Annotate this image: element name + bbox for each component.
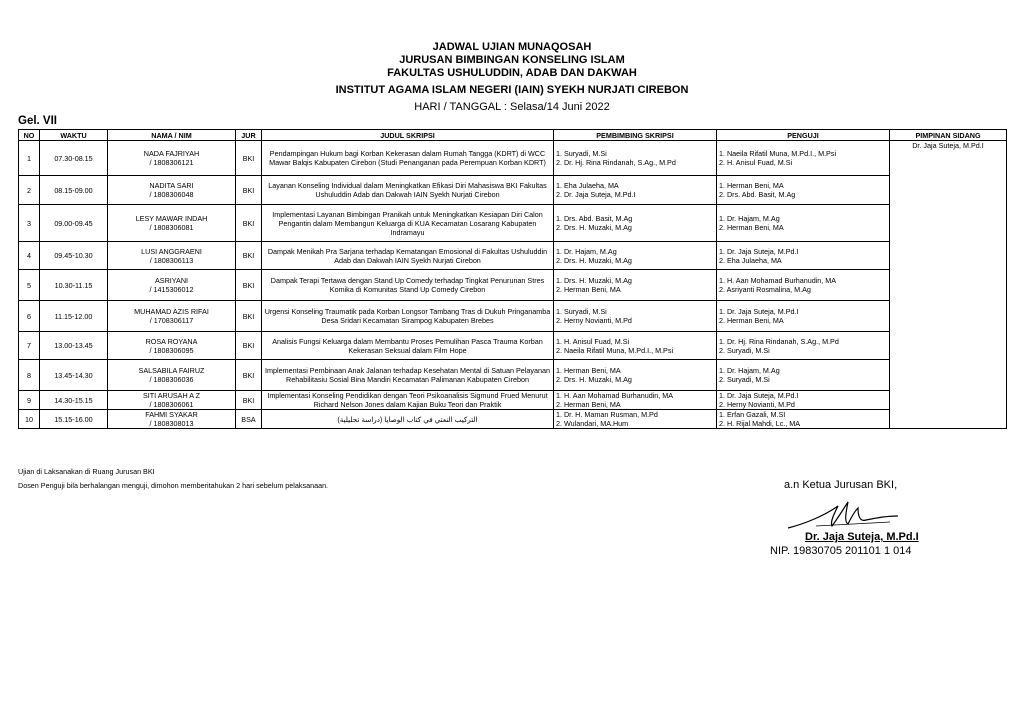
cell-judul: Pendampingan Hukum bagi Korban Kekerasan dalam Rumah Tangga (KDRT) di WCC Mawar Balqis Kabupaten Cirebon (Studi Penanganan pada Perempuan Korban KDRT) — [262, 141, 554, 176]
student-nim: / 1808306036 — [149, 375, 194, 384]
examiner-name: 2. Herman Beni, MA — [719, 223, 784, 232]
cell-penguji — [717, 205, 890, 242]
examiner-name: 1. Dr. Jaja Suteja, M.Pd.I — [719, 246, 799, 256]
cell-waktu: 10.30-11.15 — [40, 270, 108, 301]
table-row — [19, 176, 1007, 205]
cell-penguji — [717, 301, 890, 332]
cell-jur: BKI — [236, 332, 262, 360]
supervisor-name: 2. Herman Beni, MA — [556, 285, 621, 294]
col-header-nama: NAMA / NIM — [108, 130, 236, 141]
student-nim: / 1415306012 — [149, 285, 194, 294]
supervisor-name: 2. Dr. Hj. Rina Rindanah, S.Ag., M.Pd — [556, 158, 676, 167]
cell-penguji — [717, 360, 890, 391]
table-row — [19, 360, 1007, 391]
cell-pembimbing — [554, 205, 717, 242]
student-nim: / 1808306048 — [149, 190, 194, 199]
signature-name: Dr. Jaja Suteja, M.Pd.I — [805, 531, 919, 543]
student-nim: / 1808306081 — [149, 223, 194, 232]
cell-judul: Implementasi Pembinaan Anak Jalanan terhadap Kesehatan Mental di Satuan Pelayanan Rehabilitasiu Sosial Bina Mandiri Kecamatan Palimanan Kabupaten Cirebon — [262, 360, 554, 391]
cell-nama-nim — [108, 242, 236, 270]
cell-penguji — [717, 270, 890, 301]
cell-waktu: 13.00-13.45 — [40, 332, 108, 360]
supervisor-name: 2. Herman Beni, MA — [556, 400, 621, 409]
examiner-name: 2. Suryadi, M.Si — [719, 345, 770, 355]
cell-no: 2 — [19, 176, 40, 205]
supervisor-name: 1. Eha Julaeha, MA — [556, 181, 619, 190]
table-row — [19, 141, 1007, 176]
supervisor-name: 1. Dr. Hajam, M.Ag — [556, 246, 617, 256]
cell-penguji — [717, 410, 890, 429]
examiner-name: 2. H. Anisul Fuad, M.Si — [719, 158, 793, 167]
cell-pembimbing — [554, 360, 717, 391]
col-header-no: NO — [19, 130, 40, 141]
cell-judul: Implementasi Konseling Pendidikan dengan Teori Psikoanalisis Sigmund Frued Menurut Richard Nelson Jones dalam Kajian Buku Teori dan Praktik — [262, 391, 554, 410]
examiner-name: 2. Herman Beni, MA — [719, 316, 784, 325]
examiner-name: 1. Dr. Jaja Suteja, M.Pd.I — [719, 307, 799, 316]
student-name: LUSI ANGGRAENI — [141, 246, 202, 256]
cell-pembimbing — [554, 242, 717, 270]
supervisor-name: 1. Herman Beni, MA — [556, 366, 621, 375]
cell-jur: BKI — [236, 301, 262, 332]
cell-no: 3 — [19, 205, 40, 242]
title-line-4: INSTITUT AGAMA ISLAM NEGERI (IAIN) SYEKH NURJATI CIREBON — [335, 84, 689, 96]
student-nim: / 1708306117 — [149, 316, 194, 325]
supervisor-name: 2. Drs. H. Muzaki, M.Ag — [556, 223, 632, 232]
examiner-name: 2. Eha Julaeha, MA — [719, 255, 782, 265]
col-header-waktu: WAKTU — [40, 130, 108, 141]
cell-jur: BKI — [236, 270, 262, 301]
title-line-3: FAKULTAS USHULUDDIN, ADAB DAN DAKWAH — [387, 67, 637, 79]
cell-waktu: 13.45-14.30 — [40, 360, 108, 391]
col-header-pembimbing: PEMBIMBING SKRIPSI — [554, 130, 717, 141]
col-header-judul: JUDUL SKRIPSI — [262, 130, 554, 141]
cell-no: 1 — [19, 141, 40, 176]
examiner-name: 2. H. Rijal Mahdi, Lc., MA — [719, 419, 801, 428]
date-line: HARI / TANGGAL : Selasa/14 Juni 2022 — [414, 101, 610, 113]
cell-pembimbing — [554, 141, 717, 176]
cell-no: 10 — [19, 410, 40, 429]
cell-no: 4 — [19, 242, 40, 270]
cell-waktu: 14.30-15.15 — [40, 391, 108, 410]
student-name: NADITA SARI — [149, 181, 194, 190]
student-name: ASRIYANI — [154, 276, 189, 285]
examiner-name: 1. Dr. Hj. Rina Rindanah, S.Ag., M.Pd — [719, 336, 839, 346]
cell-pembimbing — [554, 270, 717, 301]
footer-note-room: Ujian di Laksanakan di Ruang Jurusan BKI — [18, 467, 155, 476]
examiner-name: 2. Asriyanti Rosmalina, M.Ag — [719, 285, 811, 294]
examiner-name: 2. Herny Novianti, M.Pd — [719, 400, 795, 409]
cell-nama-nim — [108, 391, 236, 410]
col-header-jur: JUR — [236, 130, 262, 141]
cell-waktu: 07.30-08.15 — [40, 141, 108, 176]
signature-title: a.n Ketua Jurusan BKI, — [784, 479, 898, 491]
cell-judul: Dampak Terapi Tertawa dengan Stand Up Comedy terhadap Tingkat Penurunan Stres Komika di Komunitas Stand Up Comedy Cirebon — [262, 270, 554, 301]
student-nim: / 1808306061 — [149, 400, 194, 409]
table-row — [19, 270, 1007, 301]
examiner-name: 1. Dr. Jaja Suteja, M.Pd.I — [719, 391, 799, 400]
supervisor-name: 1. Suryadi, M.Si — [556, 307, 607, 316]
supervisor-name: 2. Naeila Rifatil Muna, M.Pd.I., M.Psi — [556, 345, 674, 355]
col-header-penguji: PENGUJI — [717, 130, 890, 141]
student-name: MUHAMAD AZIS RIFAI — [134, 307, 209, 316]
cell-judul: Implementasi Layanan Bimbingan Pranikah untuk Meningkatkan Kesiapan Diri Calon Pengantin dalam Membangun Keluarga di KUA Kecamatan Losarang Kabupaten Indramayu — [262, 205, 554, 242]
student-nim: / 1808306113 — [149, 255, 194, 265]
student-nim: / 1808306095 — [149, 345, 194, 355]
examiner-name: 1. Dr. Hajam, M.Ag — [719, 366, 780, 375]
cell-no: 9 — [19, 391, 40, 410]
table-row — [19, 391, 1007, 410]
examiner-name: 2. Drs. Abd. Basit, M.Ag — [719, 190, 796, 199]
cell-nama-nim — [108, 205, 236, 242]
supervisor-name: 2. Wulandari, MA.Hum — [556, 419, 629, 428]
cell-pembimbing — [554, 301, 717, 332]
cell-jur: BKI — [236, 391, 262, 410]
schedule-table — [18, 129, 1007, 429]
cell-no: 5 — [19, 270, 40, 301]
examiner-name: 1. Erfan Gazali, M.SI — [719, 410, 786, 419]
cell-jur: BKI — [236, 176, 262, 205]
cell-jur: BKI — [236, 205, 262, 242]
table-row — [19, 410, 1007, 429]
cell-nama-nim — [108, 410, 236, 429]
supervisor-name: 1. Suryadi, M.Si — [556, 149, 607, 158]
supervisor-name: 2. Herny Novianti, M.Pd — [556, 316, 632, 325]
student-name: SITI ARUSAH A Z — [142, 391, 201, 400]
cell-waktu: 15.15-16.00 — [40, 410, 108, 429]
cell-penguji — [717, 391, 890, 410]
supervisor-name: 1. Drs. Abd. Basit, M.Ag — [556, 214, 633, 223]
cell-pembimbing — [554, 332, 717, 360]
table-row — [19, 332, 1007, 360]
examiner-name: 1. Naeila Rifatil Muna, M.Pd.I., M.Psi — [719, 149, 837, 158]
cell-judul: Layanan Konseling Individual dalam Meningkatkan Efikasi Diri Mahasiswa BKI Fakultas Ushuluddin Adab dan Dakwah IAIN Syekh Nurjati Cirebon — [262, 176, 554, 205]
cell-waktu: 09.45-10.30 — [40, 242, 108, 270]
cell-jur: BKI — [236, 242, 262, 270]
cell-pimpinan-sidang: Dr. Jaja Suteja, M.Pd.I — [890, 141, 1007, 429]
student-nim: / 1808308013 — [149, 419, 194, 428]
table-row — [19, 301, 1007, 332]
cell-jur: BSA — [236, 410, 262, 429]
cell-jur: BKI — [236, 360, 262, 391]
supervisor-name: 1. Drs. H. Muzaki, M.Ag — [556, 276, 632, 285]
cell-no: 7 — [19, 332, 40, 360]
footer-note-examiner: Dosen Penguji bila berhalangan menguji, dimohon memberitahukan 2 hari sebelum pelaksanaan. — [18, 481, 329, 490]
cell-nama-nim — [108, 141, 236, 176]
cell-judul: Dampak Menikah Pra Sarjana terhadap Kematangan Emosional di Fakultas Ushuluddin Adab dan Dakwah IAIN Syekh Nurjati Cirebon — [262, 242, 554, 270]
cell-nama-nim — [108, 270, 236, 301]
examiner-name: 2. Suryadi, M.Si — [719, 375, 770, 384]
table-row — [19, 242, 1007, 270]
title-line-2: JURUSAN BIMBINGAN KONSELING ISLAM — [399, 54, 625, 66]
cell-pembimbing — [554, 391, 717, 410]
cell-no: 8 — [19, 360, 40, 391]
cell-jur: BKI — [236, 141, 262, 176]
cell-judul: Analisis Fungsi Keluarga dalam Membantu Proses Pemulihan Pasca Trauma Korban Kekerasan Seksual dalam Film Hope — [262, 332, 554, 360]
supervisor-name: 1. H. Aan Mohamad Burhanudin, MA — [556, 391, 674, 400]
header-row — [19, 130, 1007, 141]
cell-judul: Urgensi Konseling Traumatik pada Korban Longsor Tambang Tras di Dukuh Pringanamba Desa Sridari Kecamatan Sirampog Kabupaten Brebes — [262, 301, 554, 332]
student-name: SALSABILA FAIRUZ — [138, 366, 205, 375]
supervisor-name: 2. Drs. H. Muzaki, M.Ag — [556, 375, 632, 384]
student-name: FAHMI SYAKAR — [145, 410, 198, 419]
cell-waktu: 11.15-12.00 — [40, 301, 108, 332]
student-name: NADA FAJRIYAH — [143, 149, 200, 158]
cell-no: 6 — [19, 301, 40, 332]
cell-nama-nim — [108, 332, 236, 360]
signature-nip: NIP. 19830705 201101 1 014 — [770, 545, 912, 557]
supervisor-name: 2. Drs. H. Muzaki, M.Ag — [556, 255, 632, 265]
cell-judul: التركيب النعتي في كتاب الوصايا (دراسة تحليلية) — [262, 410, 554, 429]
title-line-1: JADWAL UJIAN MUNAQOSAH — [432, 41, 592, 53]
supervisor-name: 2. Dr. Jaja Suteja, M.Pd.I — [556, 190, 636, 199]
cell-nama-nim — [108, 301, 236, 332]
cell-waktu: 09.00-09.45 — [40, 205, 108, 242]
cell-pembimbing — [554, 176, 717, 205]
group-label: Gel. VII — [18, 115, 57, 127]
student-name: ROSA ROYANA — [145, 336, 198, 346]
examiner-name: 1. H. Aan Mohamad Burhanudin, MA — [719, 276, 837, 285]
cell-penguji — [717, 176, 890, 205]
student-nim: / 1808306121 — [149, 158, 194, 167]
student-name: LESY MAWAR INDAH — [135, 214, 208, 223]
cell-pembimbing — [554, 410, 717, 429]
cell-nama-nim — [108, 176, 236, 205]
examiner-name: 1. Herman Beni, MA — [719, 181, 784, 190]
cell-penguji — [717, 141, 890, 176]
cell-penguji — [717, 332, 890, 360]
supervisor-name: 1. Dr. H. Maman Rusman, M.Pd — [556, 410, 658, 419]
col-header-pimpinan: PIMPINAN SIDANG — [890, 130, 1007, 141]
cell-nama-nim — [108, 360, 236, 391]
supervisor-name: 1. H. Anisul Fuad, M.Si — [556, 336, 630, 346]
table-row — [19, 205, 1007, 242]
cell-penguji — [717, 242, 890, 270]
examiner-name: 1. Dr. Hajam, M.Ag — [719, 214, 780, 223]
cell-waktu: 08.15-09.00 — [40, 176, 108, 205]
